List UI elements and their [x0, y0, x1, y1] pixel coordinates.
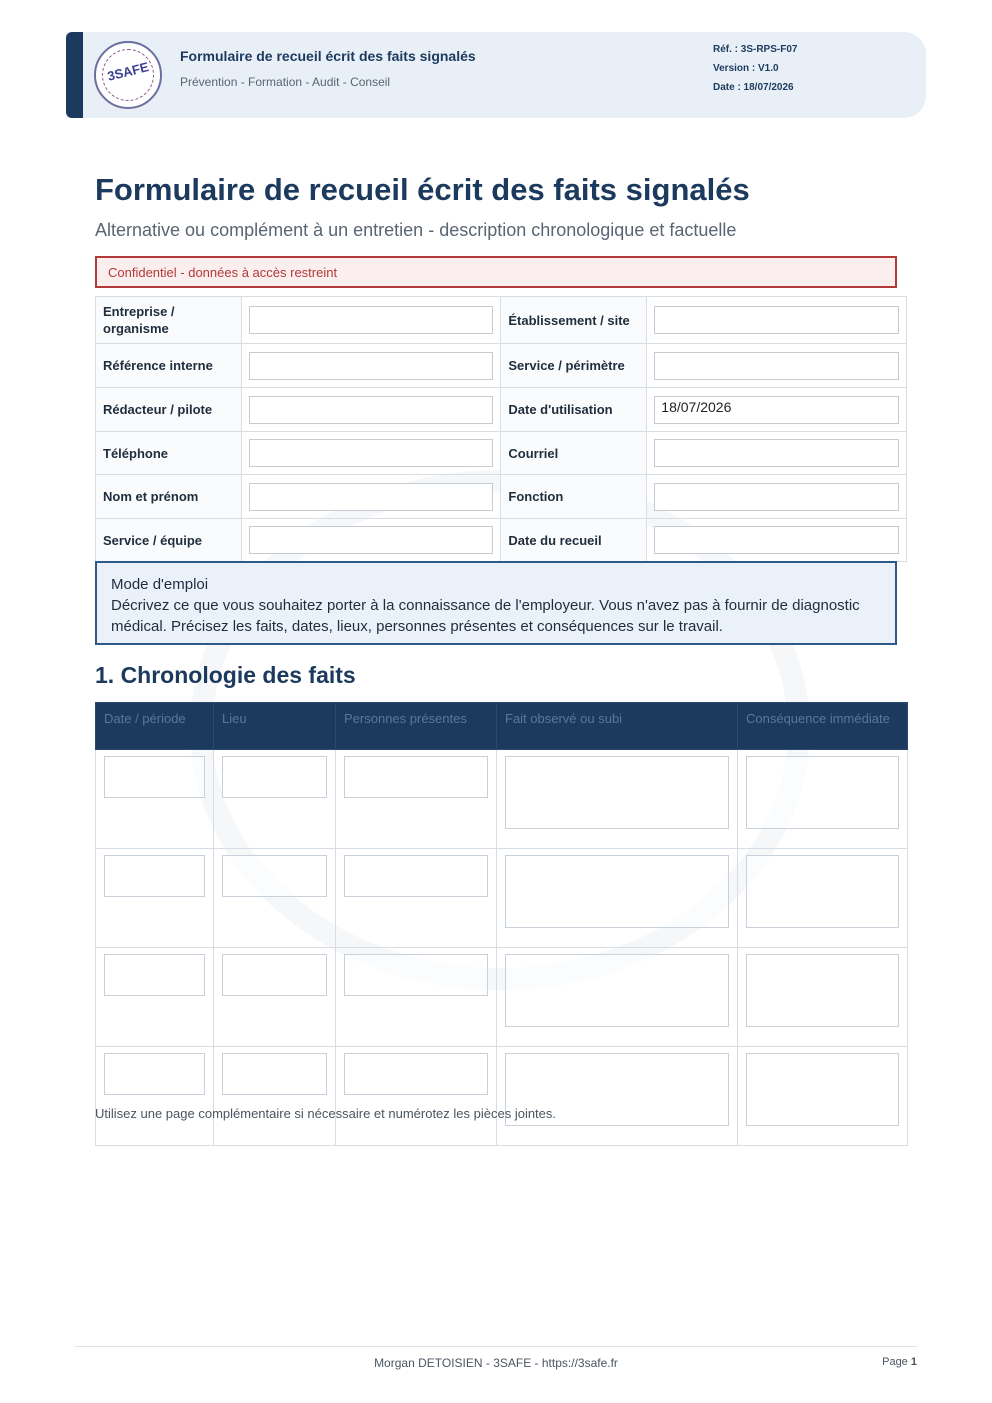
confidential-banner: Confidentiel - données à accès restreint [95, 256, 897, 288]
place-cell-input[interactable] [222, 855, 327, 897]
service-scope-field[interactable] [654, 352, 899, 380]
page-label: Page [882, 1356, 908, 1368]
info-row [96, 519, 907, 562]
field-label: Entreprise / organisme [96, 297, 242, 344]
field-label: Service / équipe [96, 519, 242, 562]
date-cell-input[interactable] [104, 1053, 205, 1095]
phone-field[interactable] [249, 439, 494, 467]
column-header: Conséquence immédiate [738, 703, 908, 750]
info-row [96, 432, 907, 475]
persons-cell-input[interactable] [344, 1053, 488, 1095]
table-header-row [96, 703, 908, 750]
field-label: Date du recueil [501, 519, 647, 562]
logo-text: 3SAFE [105, 59, 151, 84]
field-label: Référence interne [96, 344, 242, 388]
table-row [96, 1047, 908, 1146]
header-title: Formulaire de recueil écrit des faits signalés [180, 48, 476, 64]
persons-cell-input[interactable] [344, 855, 488, 897]
usage-date-field[interactable]: 18/07/2026 [654, 396, 899, 424]
fact-cell-input[interactable] [505, 954, 729, 1027]
attachment-note: Utilisez une page complémentaire si nécessaire et numérotez les pièces jointes. [95, 1106, 557, 1121]
company-logo [94, 41, 162, 109]
place-cell-input[interactable] [222, 954, 327, 996]
header-ref: Réf. : 3S-RPS-F07 [713, 44, 798, 55]
header-subtitle: Prévention - Formation - Audit - Conseil [180, 75, 391, 89]
date-cell-input[interactable] [104, 954, 205, 996]
field-label: Nom et prénom [96, 475, 242, 519]
field-label: Service / périmètre [501, 344, 647, 388]
column-header: Date / période [96, 703, 214, 750]
header-version: Version : V1.0 [713, 63, 779, 74]
field-label: Fonction [501, 475, 647, 519]
job-title-field[interactable] [654, 483, 899, 511]
page-number: 1 [910, 1356, 917, 1368]
place-cell-input[interactable] [222, 756, 327, 798]
field-label: Date d'utilisation [501, 388, 647, 432]
consequence-cell-input[interactable] [746, 954, 899, 1027]
fact-cell-input[interactable] [505, 756, 729, 829]
section-title-chronology: 1. Chronologie des faits [95, 662, 356, 688]
column-header: Personnes présentes [336, 703, 497, 750]
author-field[interactable] [249, 396, 494, 424]
footer-divider [75, 1346, 917, 1347]
chronology-table [95, 702, 908, 1146]
place-cell-input[interactable] [222, 1053, 327, 1095]
fact-cell-input[interactable] [505, 855, 729, 928]
field-label: Établissement / site [501, 297, 647, 344]
persons-cell-input[interactable] [344, 954, 488, 996]
header-meta [713, 40, 797, 97]
email-field[interactable] [654, 439, 899, 467]
header-date: Date : 18/07/2026 [713, 82, 794, 93]
column-header: Fait observé ou subi [497, 703, 738, 750]
team-field[interactable] [249, 526, 494, 554]
date-cell-input[interactable] [104, 756, 205, 798]
column-header: Lieu [214, 703, 336, 750]
collection-date-field[interactable] [654, 526, 899, 554]
table-row [96, 948, 908, 1047]
table-row [96, 849, 908, 948]
page-subtitle: Alternative ou complément à un entretien - description chronologique et factuelle [95, 220, 737, 240]
consequence-cell-input[interactable] [746, 756, 899, 829]
field-label: Téléphone [96, 432, 242, 475]
footer-text: Morgan DETOISIEN - 3SAFE - https://3safe.fr [374, 1356, 618, 1370]
instructions-text: Décrivez ce que vous souhaitez porter à la connaissance de l'employeur. Vous n'avez pas à fournir de diagnostic médical. Précisez les faits, dates, lieux, personnes présentes et conséquences sur le travail. [111, 597, 860, 635]
page-title: Formulaire de recueil écrit des faits signalés [95, 172, 750, 207]
info-row [96, 297, 907, 344]
consequence-cell-input[interactable] [746, 1053, 899, 1126]
date-cell-input[interactable] [104, 855, 205, 897]
field-label: Rédacteur / pilote [96, 388, 242, 432]
consequence-cell-input[interactable] [746, 855, 899, 928]
instructions-box [95, 561, 897, 645]
info-grid [95, 296, 907, 562]
internal-reference-field[interactable] [249, 352, 494, 380]
table-row [96, 750, 908, 849]
header-accent-bar [66, 32, 83, 118]
company-field[interactable] [249, 306, 494, 334]
page-indicator [882, 1356, 917, 1368]
site-field[interactable] [654, 306, 899, 334]
info-row [96, 475, 907, 519]
persons-cell-input[interactable] [344, 756, 488, 798]
info-row [96, 388, 907, 432]
field-label: Courriel [501, 432, 647, 475]
name-field[interactable] [249, 483, 494, 511]
instructions-title: Mode d'emploi [111, 576, 209, 593]
info-row [96, 344, 907, 388]
